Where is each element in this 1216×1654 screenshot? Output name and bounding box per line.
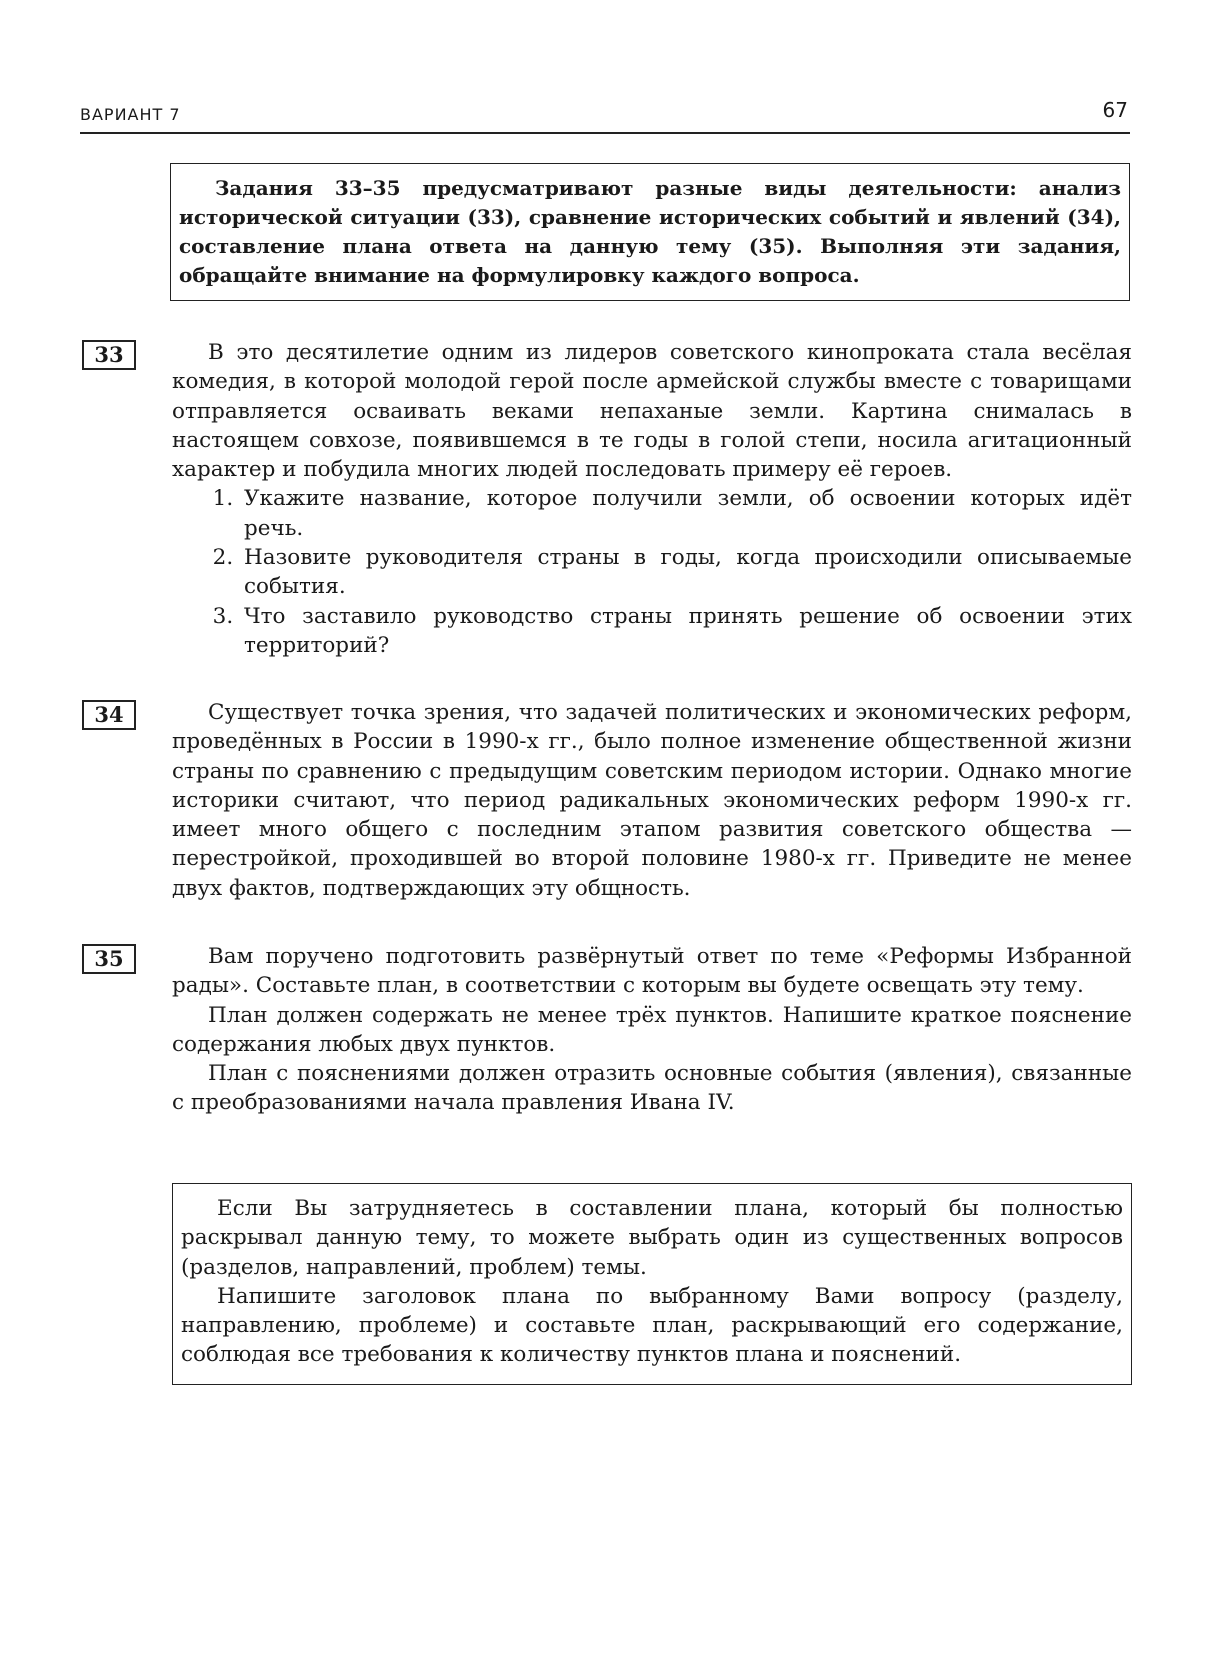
question-list — [172, 484, 1132, 660]
variant-label: ВАРИАНТ 7 — [80, 105, 181, 124]
task-paragraph: План с пояснениями должен отразить основные события (явления), связанные с преобразованиями начала правления Ивана IV. — [172, 1061, 1132, 1116]
task-number-badge: 33 — [82, 340, 136, 370]
page-header — [80, 92, 1130, 134]
question-item: 1. Укажите название, которое получили земли, об освоении которых идёт речь. — [240, 484, 1132, 543]
task-paragraph: Существует точка зрения, что задачей политических и экономических реформ, проведённых в России в 1990-х гг., было полное изменение общественной жизни страны по сравнению с предыдущим советским периодом истории. Однако многие историки считают, что период радикальных экономических реформ 1990-х гг. имеет много общего с последним этапом развития советского общества — перестройкой, проходившей во второй половине 1980-х гг. Приведите не менее двух фактов, подтверждающих эту общность. — [172, 700, 1132, 901]
task-33 — [82, 338, 1132, 660]
task-number-badge: 34 — [82, 700, 136, 730]
task-number-badge: 35 — [82, 944, 136, 974]
task-body — [172, 338, 1132, 660]
hint-paragraph: Напишите заголовок плана по выбранному Вами вопросу (разделу, направлению, проблеме) и составьте план, раскрывающий его содержание, соблюдая все требования к количеству пунктов плана и пояснений. — [181, 1283, 1123, 1368]
hint-paragraph: Если Вы затрудняетесь в составлении плана, который бы полностью раскрывал данную тему, то можете выбрать один из существенных вопросов (разделов, направлений, проблем) темы. — [181, 1196, 1123, 1280]
task-body — [172, 942, 1132, 1118]
instructions-text: Задания 33–35 предусматривают разные виды деятельности: анализ исторической ситуации (33), сравнение исторических событий и явлений (34), составление плана ответа на данную тему (35). Выполняя эти задания, обращайте внимание на формулировку каждого вопроса. — [179, 176, 1121, 287]
page-number: 67 — [1102, 98, 1128, 122]
instructions-box — [170, 163, 1130, 301]
task-paragraph: В это десятилетие одним из лидеров советского кинопроката стала весёлая комедия, в которой молодой герой после армейской службы вместе с товарищами отправляется осваивать веками непаханые земли. Картина снималась в настоящем совхозе, появившемся в те годы в голой степи, носила агитационный характер и побудила многих людей последовать примеру её героев. — [172, 340, 1132, 483]
task-34 — [82, 698, 1132, 903]
task-paragraph: План должен содержать не менее трёх пунктов. Напишите краткое пояснение содержания любых двух пунктов. — [172, 1002, 1132, 1057]
hint-box — [172, 1183, 1132, 1385]
question-item: 2. Назовите руководителя страны в годы, когда происходили описываемые события. — [240, 543, 1132, 602]
question-item: 3. Что заставило руководство страны принять решение об освоении этих территорий? — [240, 602, 1132, 661]
task-paragraph: Вам поручено подготовить развёрнутый ответ по теме «Реформы Избранной рады». Составьте план, в соответствии с которым вы будете освещать эту тему. — [172, 944, 1132, 999]
task-35 — [82, 942, 1132, 1118]
task-body — [172, 698, 1132, 903]
